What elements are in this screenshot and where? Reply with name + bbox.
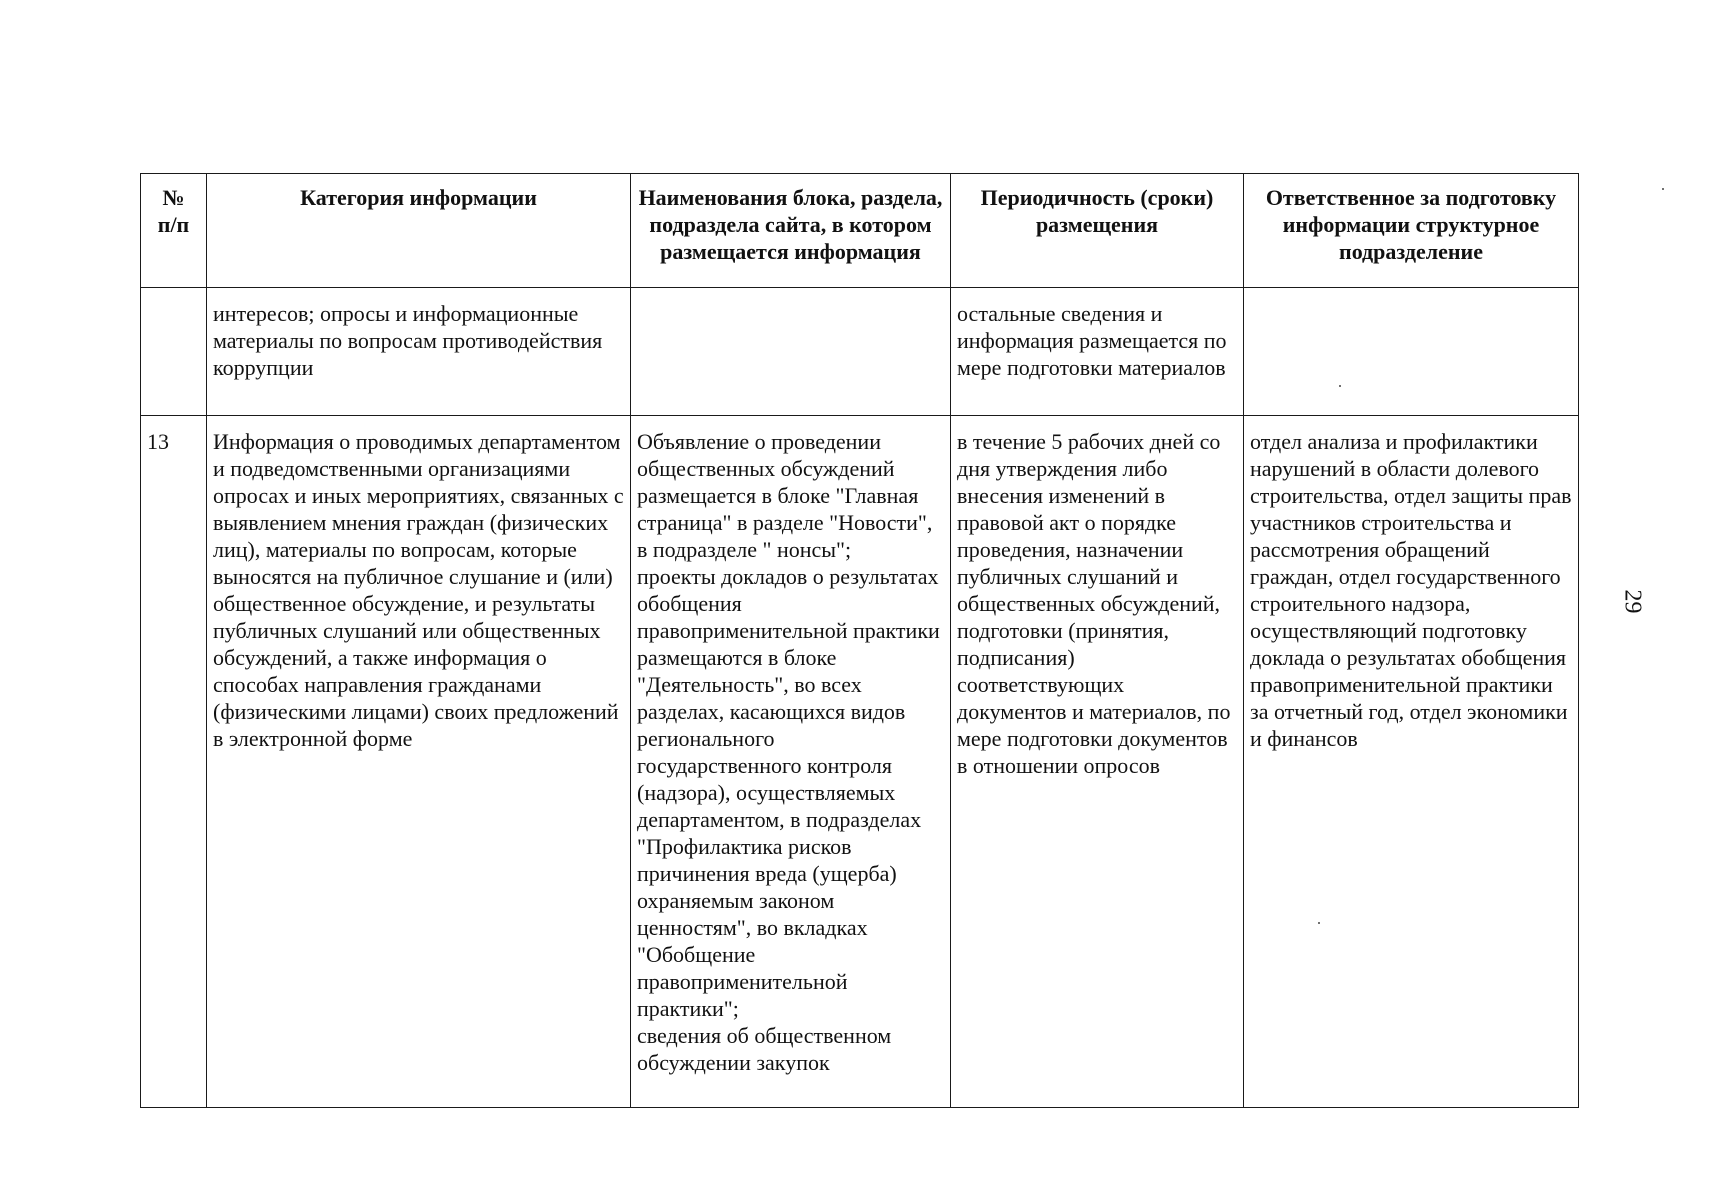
table-header-row (141, 174, 1579, 288)
table-row (141, 288, 1579, 416)
scan-speck (1662, 188, 1664, 190)
cell-responsible: отдел анализа и профилактики нарушений в области долевого строительства, отдел защиты прав участников строительства и рассмотрения обращений граждан, отдел государственного строительного надзора, осуществляющий подготовку доклада о результатах обобщения правоприменительной практики за отчетный год, отдел экономики и финансов (1244, 416, 1579, 1108)
cell-category: Информация о проводимых департаментом и подведомственными организациями опросах и иных мероприятиях, связанных с выявлением мнения граждан (физических лиц), материалы по вопросам, которые выносятся на публичное слушание и (или) общественное обсуждение, и результаты публичных слушаний или общественных обсуждений, а также информация о способах направления гражданами (физическими лицами) своих предложений в электронной форме (207, 416, 631, 1108)
header-responsible: Ответственное за подготовку информации структурное подразделение (1244, 174, 1579, 288)
scan-speck (1339, 385, 1341, 387)
header-number: № п/п (141, 174, 207, 288)
cell-category: интересов; опросы и информационные материалы по вопросам противодействия коррупции (207, 288, 631, 416)
table-row (141, 416, 1579, 1108)
page-number: 29 (1619, 589, 1646, 614)
info-table (140, 173, 1579, 1108)
cell-block: Объявление о проведении общественных обсуждений размещается в блоке "Главная страница" в разделе "Новости", в подразделе " нонсы"; проекты докладов о результатах обобщения правоприменительной практики размещаются в блоке "Деятельность", во всех разделах, касающихся видов регионального государственного контроля (надзора), осуществляемых департаментом, в подразделах "Профилактика рисков причинения вреда (ущерба) охраняемым законом ценностям", во вкладках "Обобщение правоприменительной практики"; сведения об общественном обсуждении закупок (631, 416, 951, 1108)
header-category: Категория информации (207, 174, 631, 288)
header-period: Периодичность (сроки) размещения (951, 174, 1244, 288)
header-block: Наименования блока, раздела, подраздела сайта, в котором размещается информация (631, 174, 951, 288)
cell-period: остальные сведения и информация размещается по мере подготовки материалов (951, 288, 1244, 416)
cell-number: 13 (141, 416, 207, 1108)
cell-number (141, 288, 207, 416)
cell-block (631, 288, 951, 416)
scan-speck (1318, 922, 1320, 924)
cell-period: в течение 5 рабочих дней со дня утверждения либо внесения изменений в правовой акт о порядке проведения, назначении публичных слушаний и общественных обсуждений, подготовки (принятия, подписания) соответствующих документов и материалов, по мере подготовки документов в отношении опросов (951, 416, 1244, 1108)
cell-responsible (1244, 288, 1579, 416)
